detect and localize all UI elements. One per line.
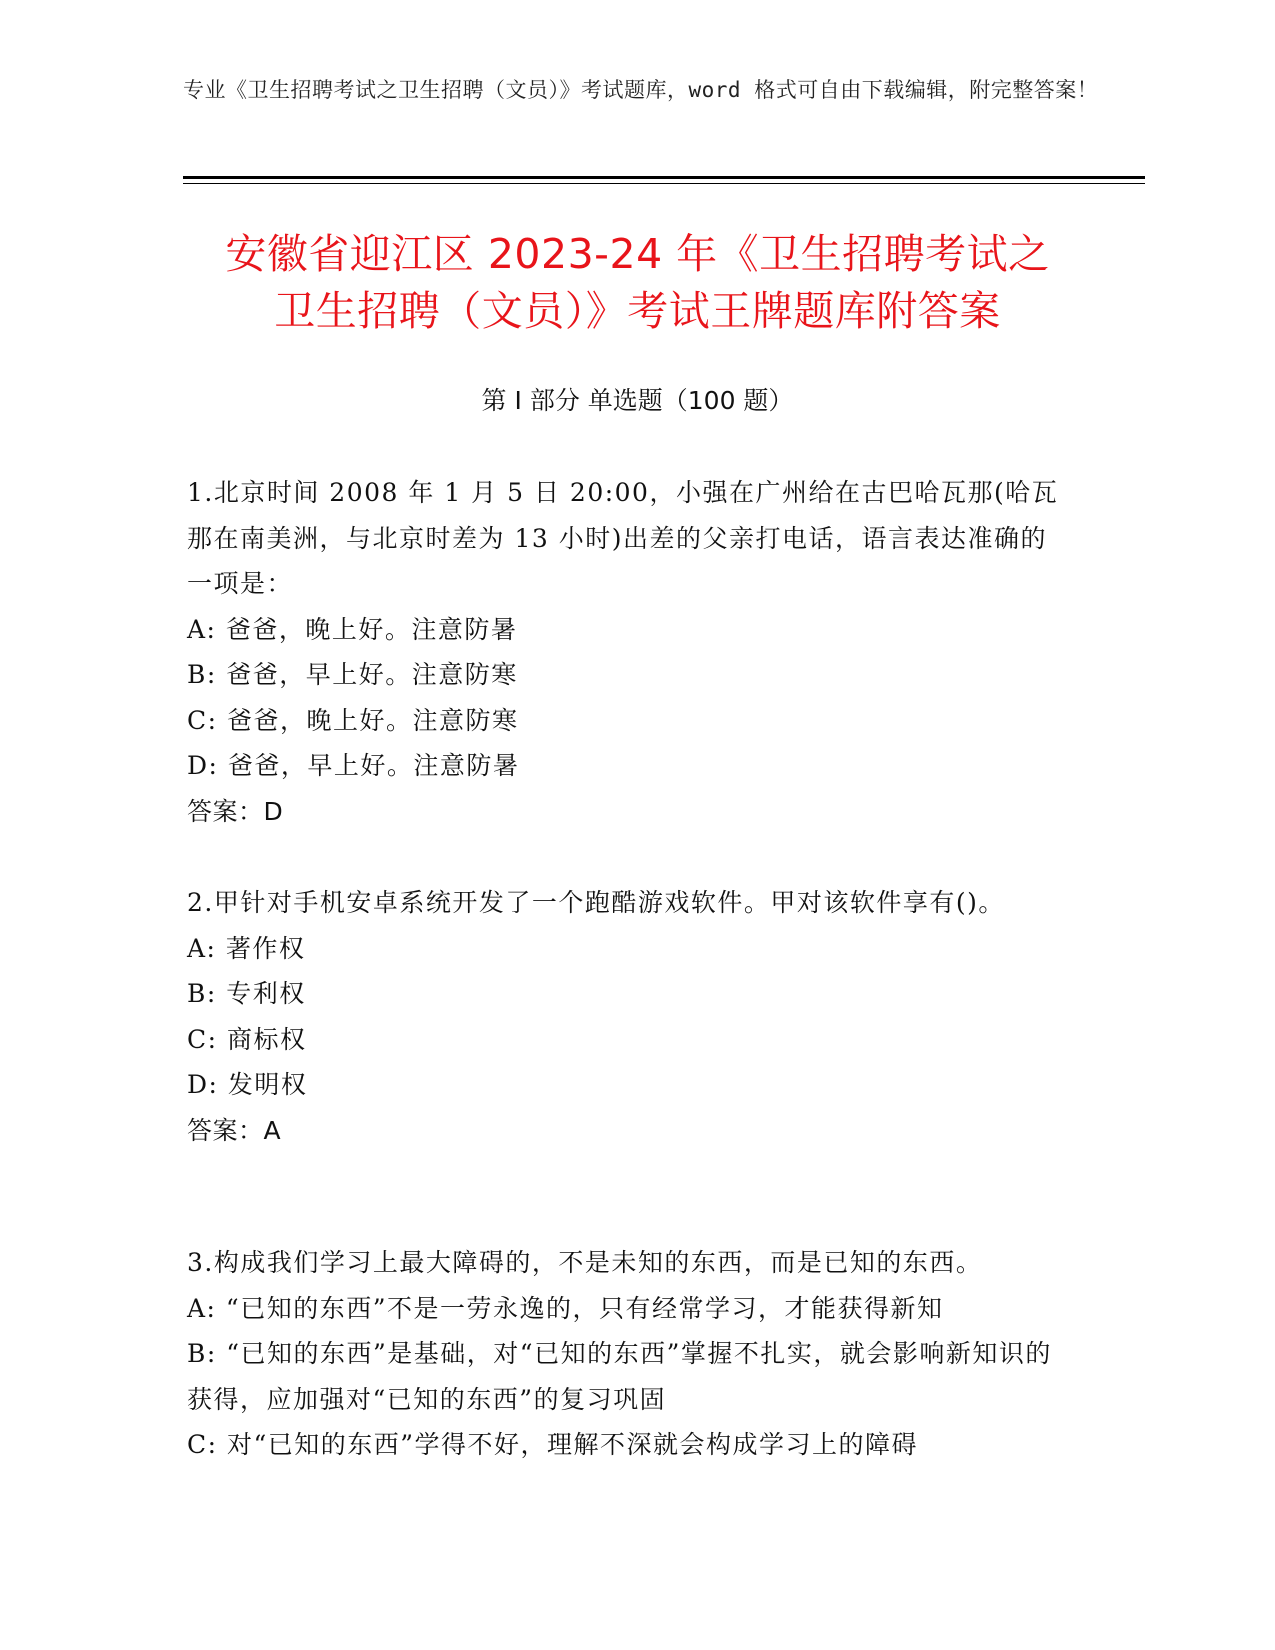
question-1 xyxy=(187,470,1067,834)
question-3 xyxy=(187,1240,1067,1468)
option-c: C: 商标权 xyxy=(187,1024,307,1054)
option-c: C: 对“已知的东西”学得不好，理解不深就会构成学习上的障碍 xyxy=(187,1430,919,1459)
header-rule-thick xyxy=(183,176,1145,179)
header-note: 专业《卫生招聘考试之卫生招聘（文员）》考试题库，word 格式可自由下载编辑，附完整答案！ xyxy=(183,78,1099,102)
option-d: D: 发明权 xyxy=(187,1070,308,1099)
answer: 答案：D xyxy=(187,796,284,826)
title-line-1: 安徽省迎江区 2023-24 年《卫生招聘考试之 xyxy=(225,230,1050,278)
question-stem: 2.甲针对手机安卓系统开发了一个跑酷游戏软件。甲对该软件享有()。 xyxy=(187,888,1005,917)
option-a: A: 著作权 xyxy=(187,933,306,963)
answer: 答案：A xyxy=(187,1115,282,1145)
title-line-2: 卫生招聘（文员）》考试王牌题库附答案 xyxy=(274,287,1001,335)
document-title xyxy=(150,226,1125,340)
option-c: C: 爸爸，晚上好。注意防寒 xyxy=(187,705,519,735)
option-b: B: 专利权 xyxy=(187,979,306,1008)
option-a: A: 爸爸，晚上好。注意防暑 xyxy=(187,614,518,644)
option-a: A: “已知的东西”不是一劳永逸的，只有经常学习，才能获得新知 xyxy=(187,1293,944,1323)
question-stem: 1.北京时间 2008 年 1 月 5 日 20:00，小强在广州给在古巴哈瓦那(哈瓦那在南美洲，与北京时差为 13 小时)出差的父亲打电话，语言表达准确的一项是： xyxy=(187,478,1059,598)
question-2 xyxy=(187,880,1067,1153)
header-rule-thin xyxy=(183,183,1145,184)
option-b: B: 爸爸，早上好。注意防寒 xyxy=(187,660,518,689)
section-heading: 第 I 部分 单选题（100 题） xyxy=(481,386,794,415)
question-stem: 3.构成我们学习上最大障碍的，不是未知的东西，而是已知的东西。 xyxy=(187,1248,983,1277)
option-d: D: 爸爸，早上好。注意防暑 xyxy=(187,751,520,780)
option-b: B: “已知的东西”是基础，对“已知的东西”掌握不扎实，就会影响新知识的获得，应加强对“已知的东西”的复习巩固 xyxy=(187,1339,1052,1414)
